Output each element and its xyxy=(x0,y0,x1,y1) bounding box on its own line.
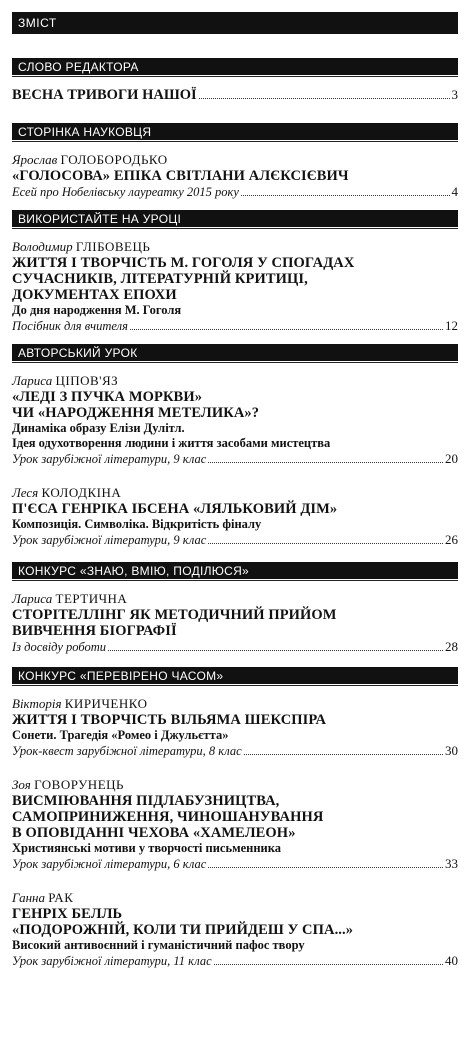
entry-subtitle: Високий антивоєнний і гуманістичний пафос твору xyxy=(12,938,305,952)
entry-title-line: П'ЄСА ГЕНРІКА ІБСЕНА «ЛЯЛЬКОВИЙ ДІМ» xyxy=(12,501,338,517)
section-rule xyxy=(12,362,458,363)
author-first-name: Вікторія xyxy=(12,696,62,711)
toc-entry[interactable] xyxy=(12,485,458,548)
toc-section xyxy=(12,210,458,334)
entry-leader-line xyxy=(12,87,458,103)
entry-leader-line xyxy=(12,532,458,548)
section-heading-label: КОНКУРС «ЗНАЮ, ВМІЮ, ПОДІЛЮСЯ» xyxy=(18,563,250,578)
dot-leader xyxy=(199,98,450,99)
entry-title-line: «ГОЛОСОВА» ЕПІКА СВІТЛАНИ АЛЄКСІЄВИЧ xyxy=(12,168,349,184)
section-heading-label: АВТОРСЬКИЙ УРОК xyxy=(18,345,138,360)
author-first-name: Зоя xyxy=(12,777,31,792)
section-heading-bar xyxy=(12,210,458,227)
entry-title-line: САМОПРИНИЖЕННЯ, ЧИНОШАНУВАННЯ xyxy=(12,809,324,825)
section-rule xyxy=(12,580,458,581)
section-heading-label: СТОРІНКА НАУКОВЦЯ xyxy=(18,124,152,139)
entry-author xyxy=(12,239,458,255)
toc-entry[interactable] xyxy=(12,152,458,200)
author-first-name: Лариса xyxy=(12,373,53,388)
entry-leader-line xyxy=(12,953,458,969)
author-surname: ТЕРТИЧНА xyxy=(55,591,128,606)
entry-subtitle: Сонети. Трагедія «Ромео і Джульєтта» xyxy=(12,728,229,742)
author-surname: ГЛІБОВЕЦЬ xyxy=(75,239,151,254)
section-rule xyxy=(12,141,458,142)
toc-entry[interactable] xyxy=(12,777,458,872)
section-rule xyxy=(12,76,458,77)
toc-section xyxy=(12,667,458,969)
toc-section xyxy=(12,58,458,103)
section-heading-label: ВИКОРИСТАЙТЕ НА УРОЦІ xyxy=(18,211,182,226)
toc-section xyxy=(12,123,458,200)
entry-genre: Есей про Нобелівську лауреатку 2015 року xyxy=(12,185,239,199)
section-heading-bar xyxy=(12,123,458,140)
dot-leader xyxy=(208,462,443,463)
author-surname: КИРИЧЕНКО xyxy=(64,696,148,711)
entry-genre: Урок зарубіжної літератури, 11 клас xyxy=(12,954,212,968)
entry-leader-line xyxy=(12,856,458,872)
toc-entry[interactable] xyxy=(12,890,458,969)
entry-title-line: ГЕНРІХ БЕЛЛЬ xyxy=(12,906,123,922)
entry-subtitle: До дня народження М. Гоголя xyxy=(12,303,182,317)
page-number[interactable]: 20 xyxy=(445,451,458,466)
entry-title-line: ЧИ «НАРОДЖЕННЯ МЕТЕЛИКА»? xyxy=(12,405,260,421)
author-first-name: Ганна xyxy=(12,890,45,905)
page-number[interactable]: 40 xyxy=(445,953,458,968)
entry-title-line: СТОРІТЕЛЛІНГ ЯК МЕТОДИЧНИЙ ПРИЙОМ xyxy=(12,607,337,623)
entry-author xyxy=(12,485,458,501)
dot-leader xyxy=(241,195,450,196)
entry-title-line: «ПОДОРОЖНІЙ, КОЛИ ТИ ПРИЙДЕШ У СПА...» xyxy=(12,922,354,938)
entry-genre: Урок-квест зарубіжної літератури, 8 клас xyxy=(12,744,242,758)
section-heading-label: СЛОВО РЕДАКТОРА xyxy=(18,59,139,74)
section-rule xyxy=(12,228,458,229)
section-heading-bar xyxy=(12,344,458,361)
dot-leader xyxy=(244,754,443,755)
page-number[interactable]: 4 xyxy=(451,184,458,199)
toc-section xyxy=(12,344,458,548)
entry-genre: Із досвіду роботи xyxy=(12,640,107,654)
entry-title-line: ВИСМІЮВАННЯ ПІДЛАБУЗНИЦТВА, xyxy=(12,793,280,809)
entry-subtitle: Ідея одухотворення людини і життя засобами мистецтва xyxy=(12,436,331,450)
page-number[interactable]: 3 xyxy=(451,87,458,102)
toc-header-bar xyxy=(12,12,458,34)
entry-title-line: ВЕСНА ТРИВОГИ НАШОЇ xyxy=(12,87,197,103)
entry-subtitle: Динаміка образу Елізи Дулітл. xyxy=(12,421,185,435)
toc-page xyxy=(12,12,458,969)
entry-leader-line xyxy=(12,184,458,200)
entry-title-line: «ЛЕДІ З ПУЧКА МОРКВИ» xyxy=(12,389,203,405)
entry-title-line: ДОКУМЕНТАХ ЕПОХИ xyxy=(12,287,177,303)
dot-leader xyxy=(208,867,443,868)
author-surname: ГОЛОБОРОДЬКО xyxy=(60,152,168,167)
entry-title-line: ВИВЧЕННЯ БІОГРАФІЇ xyxy=(12,623,177,639)
entry-genre: Урок зарубіжної літератури, 6 клас xyxy=(12,857,207,871)
author-first-name: Лариса xyxy=(12,591,53,606)
dot-leader xyxy=(208,543,443,544)
page-number[interactable]: 33 xyxy=(445,856,458,871)
author-surname: КОЛОДКІНА xyxy=(41,485,122,500)
page-number[interactable]: 30 xyxy=(445,743,458,758)
page-number[interactable]: 12 xyxy=(445,318,458,333)
entry-author xyxy=(12,777,458,793)
toc-entry[interactable] xyxy=(12,239,458,334)
author-first-name: Леся xyxy=(12,485,39,500)
entry-subtitle: Композиція. Символіка. Відкритість фіналу xyxy=(12,517,262,531)
page-number[interactable]: 26 xyxy=(445,532,458,547)
toc-header-title: ЗМІСТ xyxy=(18,16,57,30)
entry-genre: Урок зарубіжної літератури, 9 клас xyxy=(12,533,207,547)
author-surname: ЦІПОВ'ЯЗ xyxy=(55,373,119,388)
entry-title-line: СУЧАСНИКІВ, ЛІТЕРАТУРНІЙ КРИТИЦІ, xyxy=(12,271,308,287)
entry-author xyxy=(12,373,458,389)
section-heading-bar xyxy=(12,58,458,75)
author-surname: ГОВОРУНЕЦЬ xyxy=(34,777,124,792)
entry-author xyxy=(12,890,458,906)
entry-leader-line xyxy=(12,318,458,334)
author-first-name: Ярослав xyxy=(12,152,58,167)
toc-entry[interactable] xyxy=(12,87,458,103)
section-heading-bar xyxy=(12,562,458,579)
section-heading-label: КОНКУРС «ПЕРЕВІРЕНО ЧАСОМ» xyxy=(18,668,224,683)
toc-section xyxy=(12,562,458,655)
entry-genre: Посібник для вчителя xyxy=(12,319,128,333)
section-rule xyxy=(12,685,458,686)
toc-entry[interactable] xyxy=(12,696,458,759)
entry-author xyxy=(12,591,458,607)
entry-title-line: В ОПОВІДАННІ ЧЕХОВА «ХАМЕЛЕОН» xyxy=(12,825,296,841)
entry-leader-line xyxy=(12,639,458,655)
entry-author xyxy=(12,152,458,168)
entry-genre: Урок зарубіжної літератури, 9 клас xyxy=(12,452,207,466)
entry-author xyxy=(12,696,458,712)
entry-subtitle: Християнські мотиви у творчості письменника xyxy=(12,841,282,855)
toc-sections xyxy=(12,58,458,969)
dot-leader xyxy=(130,329,443,330)
dot-leader xyxy=(108,650,443,651)
toc-entry[interactable] xyxy=(12,373,458,467)
dot-leader xyxy=(214,964,443,965)
entry-title-line: ЖИТТЯ І ТВОРЧІСТЬ М. ГОГОЛЯ У СПОГАДАХ xyxy=(12,255,355,271)
entry-leader-line xyxy=(12,451,458,467)
page-number[interactable]: 28 xyxy=(445,639,458,654)
author-first-name: Володимир xyxy=(12,239,73,254)
section-heading-bar xyxy=(12,667,458,684)
author-surname: РАК xyxy=(48,890,74,905)
entry-title-line: ЖИТТЯ І ТВОРЧІСТЬ ВІЛЬЯМА ШЕКСПІРА xyxy=(12,712,327,728)
entry-leader-line xyxy=(12,743,458,759)
toc-entry[interactable] xyxy=(12,591,458,655)
